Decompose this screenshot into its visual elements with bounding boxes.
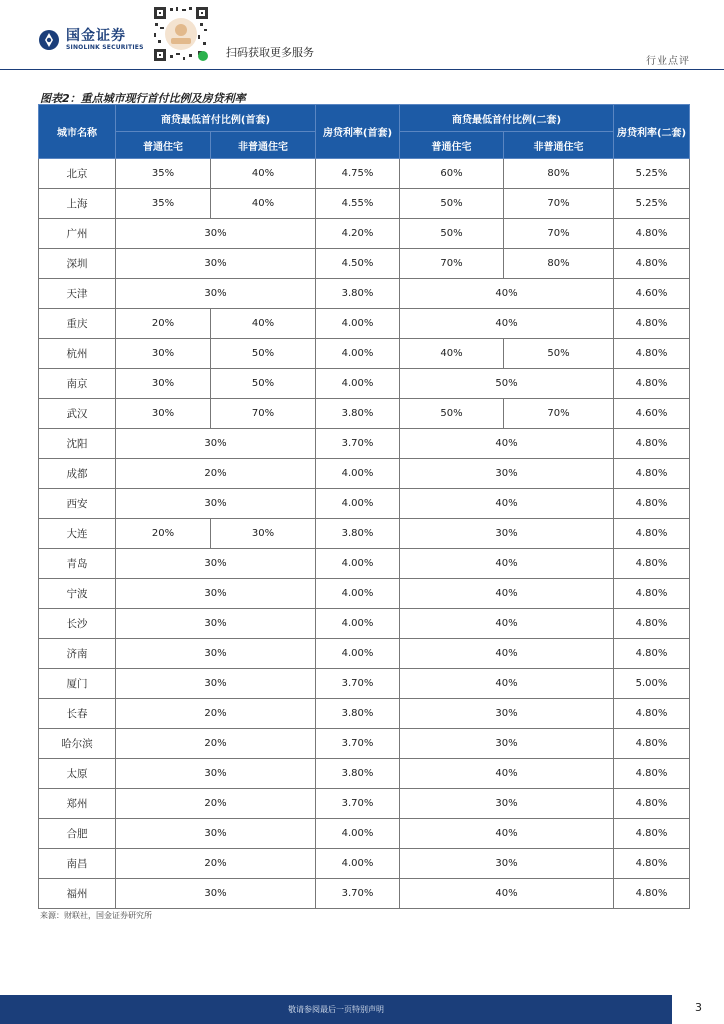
logo-chinese-name: 国金证券 xyxy=(66,28,126,44)
first-ordinary-cell: 30% xyxy=(116,339,211,369)
second-downpayment-cell: 40% xyxy=(400,819,614,849)
second-downpayment-cell: 40% xyxy=(400,669,614,699)
first-rate-cell: 3.80% xyxy=(316,519,400,549)
footer-bar xyxy=(0,995,672,1024)
second-non-ordinary-cell: 80% xyxy=(504,159,614,189)
second-non-ordinary-cell: 70% xyxy=(504,219,614,249)
second-rate-cell: 4.80% xyxy=(614,339,690,369)
first-rate-cell: 3.80% xyxy=(316,399,400,429)
page-number: 3 xyxy=(695,1001,702,1014)
second-downpayment-cell: 40% xyxy=(400,429,614,459)
first-ordinary-cell: 30% xyxy=(116,399,211,429)
table-row xyxy=(39,489,690,519)
second-downpayment-cell: 40% xyxy=(400,309,614,339)
table-row xyxy=(39,849,690,879)
first-rate-cell: 4.00% xyxy=(316,549,400,579)
second-rate-cell: 5.25% xyxy=(614,159,690,189)
city-cell: 西安 xyxy=(39,489,116,519)
first-downpayment-cell: 30% xyxy=(116,249,316,279)
second-downpayment-cell: 30% xyxy=(400,459,614,489)
table-row xyxy=(39,429,690,459)
first-downpayment-cell: 30% xyxy=(116,279,316,309)
first-ordinary-cell: 35% xyxy=(116,189,211,219)
first-rate-cell: 4.00% xyxy=(316,339,400,369)
second-rate-cell: 4.80% xyxy=(614,729,690,759)
second-rate-cell: 4.80% xyxy=(614,369,690,399)
second-rate-cell: 4.80% xyxy=(614,219,690,249)
city-cell: 合肥 xyxy=(39,819,116,849)
header-second-ordinary: 普通住宅 xyxy=(400,132,504,159)
second-rate-cell: 4.80% xyxy=(614,609,690,639)
second-downpayment-cell: 30% xyxy=(400,519,614,549)
first-downpayment-cell: 30% xyxy=(116,819,316,849)
second-rate-cell: 4.80% xyxy=(614,699,690,729)
second-rate-cell: 4.80% xyxy=(614,429,690,459)
first-rate-cell: 3.70% xyxy=(316,729,400,759)
table-row xyxy=(39,279,690,309)
city-cell: 成都 xyxy=(39,459,116,489)
second-non-ordinary-cell: 70% xyxy=(504,189,614,219)
second-non-ordinary-cell: 50% xyxy=(504,339,614,369)
city-cell: 大连 xyxy=(39,519,116,549)
header-second-non-ordinary: 非普通住宅 xyxy=(504,132,614,159)
page-header xyxy=(0,0,724,70)
second-rate-cell: 4.80% xyxy=(614,789,690,819)
header-first-non-ordinary: 非普通住宅 xyxy=(211,132,316,159)
first-ordinary-cell: 30% xyxy=(116,369,211,399)
first-downpayment-cell: 20% xyxy=(116,729,316,759)
header-city: 城市名称 xyxy=(39,105,116,159)
city-cell: 天津 xyxy=(39,279,116,309)
first-downpayment-cell: 30% xyxy=(116,489,316,519)
first-rate-cell: 4.20% xyxy=(316,219,400,249)
city-cell: 重庆 xyxy=(39,309,116,339)
second-downpayment-cell: 30% xyxy=(400,849,614,879)
second-downpayment-cell: 40% xyxy=(400,279,614,309)
city-cell: 南昌 xyxy=(39,849,116,879)
table-row xyxy=(39,549,690,579)
second-ordinary-cell: 70% xyxy=(400,249,504,279)
figure-title: 图表2：重点城市现行首付比例及房贷利率 xyxy=(40,92,246,105)
second-rate-cell: 4.80% xyxy=(614,549,690,579)
second-downpayment-cell: 30% xyxy=(400,729,614,759)
second-downpayment-cell: 50% xyxy=(400,369,614,399)
header-first-rate: 房贷利率(首套) xyxy=(316,105,400,159)
table-row xyxy=(39,189,690,219)
second-downpayment-cell: 40% xyxy=(400,489,614,519)
city-cell: 长沙 xyxy=(39,609,116,639)
first-rate-cell: 3.70% xyxy=(316,669,400,699)
first-rate-cell: 3.80% xyxy=(316,699,400,729)
city-cell: 厦门 xyxy=(39,669,116,699)
city-cell: 南京 xyxy=(39,369,116,399)
first-rate-cell: 4.00% xyxy=(316,369,400,399)
city-cell: 哈尔滨 xyxy=(39,729,116,759)
header-second-rate: 房贷利率(二套) xyxy=(614,105,690,159)
second-ordinary-cell: 40% xyxy=(400,339,504,369)
first-ordinary-cell: 20% xyxy=(116,309,211,339)
table-row xyxy=(39,669,690,699)
city-cell: 济南 xyxy=(39,639,116,669)
first-downpayment-cell: 30% xyxy=(116,579,316,609)
header-divider xyxy=(0,69,724,70)
first-non-ordinary-cell: 40% xyxy=(211,159,316,189)
first-downpayment-cell: 20% xyxy=(116,849,316,879)
table-row xyxy=(39,789,690,819)
second-ordinary-cell: 50% xyxy=(400,399,504,429)
city-cell: 宁波 xyxy=(39,579,116,609)
table-row xyxy=(39,819,690,849)
second-rate-cell: 4.80% xyxy=(614,879,690,909)
first-downpayment-cell: 30% xyxy=(116,219,316,249)
header-first-downpayment: 商贷最低首付比例(首套) xyxy=(116,105,316,132)
second-rate-cell: 4.80% xyxy=(614,459,690,489)
first-non-ordinary-cell: 50% xyxy=(211,369,316,399)
table-row xyxy=(39,459,690,489)
first-downpayment-cell: 30% xyxy=(116,639,316,669)
city-cell: 深圳 xyxy=(39,249,116,279)
first-non-ordinary-cell: 30% xyxy=(211,519,316,549)
first-rate-cell: 3.70% xyxy=(316,879,400,909)
second-rate-cell: 4.80% xyxy=(614,579,690,609)
first-non-ordinary-cell: 50% xyxy=(211,339,316,369)
second-rate-cell: 4.80% xyxy=(614,759,690,789)
table-row xyxy=(39,309,690,339)
city-cell: 杭州 xyxy=(39,339,116,369)
first-non-ordinary-cell: 70% xyxy=(211,399,316,429)
page-footer xyxy=(0,995,724,1024)
second-rate-cell: 4.80% xyxy=(614,249,690,279)
first-rate-cell: 4.00% xyxy=(316,309,400,339)
table-row xyxy=(39,219,690,249)
first-downpayment-cell: 30% xyxy=(116,429,316,459)
second-downpayment-cell: 40% xyxy=(400,549,614,579)
first-downpayment-cell: 20% xyxy=(116,459,316,489)
sinolink-logo-icon xyxy=(38,29,60,51)
city-cell: 武汉 xyxy=(39,399,116,429)
first-rate-cell: 4.00% xyxy=(316,489,400,519)
city-cell: 北京 xyxy=(39,159,116,189)
first-rate-cell: 3.70% xyxy=(316,789,400,819)
second-downpayment-cell: 30% xyxy=(400,699,614,729)
report-type-label: 行业点评 xyxy=(646,56,690,67)
city-cell: 福州 xyxy=(39,879,116,909)
second-downpayment-cell: 40% xyxy=(400,759,614,789)
second-rate-cell: 5.00% xyxy=(614,669,690,699)
first-rate-cell: 4.00% xyxy=(316,609,400,639)
city-cell: 上海 xyxy=(39,189,116,219)
table-row xyxy=(39,369,690,399)
second-ordinary-cell: 60% xyxy=(400,159,504,189)
city-cell: 太原 xyxy=(39,759,116,789)
city-cell: 广州 xyxy=(39,219,116,249)
first-non-ordinary-cell: 40% xyxy=(211,309,316,339)
first-downpayment-cell: 30% xyxy=(116,669,316,699)
company-logo xyxy=(38,28,144,52)
second-downpayment-cell: 40% xyxy=(400,609,614,639)
second-downpayment-cell: 40% xyxy=(400,639,614,669)
first-downpayment-cell: 30% xyxy=(116,879,316,909)
second-downpayment-cell: 30% xyxy=(400,789,614,819)
second-downpayment-cell: 40% xyxy=(400,879,614,909)
table-row xyxy=(39,519,690,549)
second-downpayment-cell: 40% xyxy=(400,579,614,609)
table-row xyxy=(39,879,690,909)
table-row xyxy=(39,399,690,429)
first-downpayment-cell: 20% xyxy=(116,789,316,819)
second-rate-cell: 5.25% xyxy=(614,189,690,219)
first-rate-cell: 4.00% xyxy=(316,579,400,609)
first-rate-cell: 4.00% xyxy=(316,459,400,489)
city-cell: 郑州 xyxy=(39,789,116,819)
table-row xyxy=(39,249,690,279)
first-rate-cell: 4.00% xyxy=(316,639,400,669)
second-ordinary-cell: 50% xyxy=(400,219,504,249)
first-rate-cell: 4.00% xyxy=(316,849,400,879)
source-note: 来源：财联社，国金证券研究所 xyxy=(40,911,152,920)
second-rate-cell: 4.80% xyxy=(614,639,690,669)
second-rate-cell: 4.80% xyxy=(614,489,690,519)
second-rate-cell: 4.60% xyxy=(614,399,690,429)
first-non-ordinary-cell: 40% xyxy=(211,189,316,219)
table-row xyxy=(39,639,690,669)
first-downpayment-cell: 30% xyxy=(116,759,316,789)
city-cell: 长春 xyxy=(39,699,116,729)
first-rate-cell: 4.50% xyxy=(316,249,400,279)
header-first-ordinary: 普通住宅 xyxy=(116,132,211,159)
first-ordinary-cell: 20% xyxy=(116,519,211,549)
table-row xyxy=(39,159,690,189)
first-downpayment-cell: 30% xyxy=(116,549,316,579)
first-rate-cell: 3.80% xyxy=(316,279,400,309)
qr-code-icon[interactable] xyxy=(152,5,210,63)
first-downpayment-cell: 30% xyxy=(116,609,316,639)
first-rate-cell: 3.80% xyxy=(316,759,400,789)
header-second-downpayment: 商贷最低首付比例(二套) xyxy=(400,105,614,132)
second-rate-cell: 4.80% xyxy=(614,309,690,339)
table-row xyxy=(39,609,690,639)
table-row xyxy=(39,759,690,789)
table-row xyxy=(39,699,690,729)
promo-text: 扫码获取更多服务 xyxy=(226,46,314,59)
city-cell: 青岛 xyxy=(39,549,116,579)
second-rate-cell: 4.80% xyxy=(614,519,690,549)
city-cell: 沈阳 xyxy=(39,429,116,459)
second-rate-cell: 4.60% xyxy=(614,279,690,309)
footer-disclaimer: 敬请参阅最后一页特别声明 xyxy=(288,1005,384,1014)
table-row xyxy=(39,729,690,759)
mortgage-table xyxy=(38,104,690,909)
logo-english-name: SINOLINK SECURITIES xyxy=(66,44,144,51)
table-body xyxy=(39,159,690,909)
table-row xyxy=(39,339,690,369)
second-non-ordinary-cell: 70% xyxy=(504,399,614,429)
table-row xyxy=(39,579,690,609)
second-non-ordinary-cell: 80% xyxy=(504,249,614,279)
second-ordinary-cell: 50% xyxy=(400,189,504,219)
first-rate-cell: 4.00% xyxy=(316,819,400,849)
first-rate-cell: 4.55% xyxy=(316,189,400,219)
first-rate-cell: 4.75% xyxy=(316,159,400,189)
first-ordinary-cell: 35% xyxy=(116,159,211,189)
first-rate-cell: 3.70% xyxy=(316,429,400,459)
second-rate-cell: 4.80% xyxy=(614,819,690,849)
second-rate-cell: 4.80% xyxy=(614,849,690,879)
first-downpayment-cell: 20% xyxy=(116,699,316,729)
